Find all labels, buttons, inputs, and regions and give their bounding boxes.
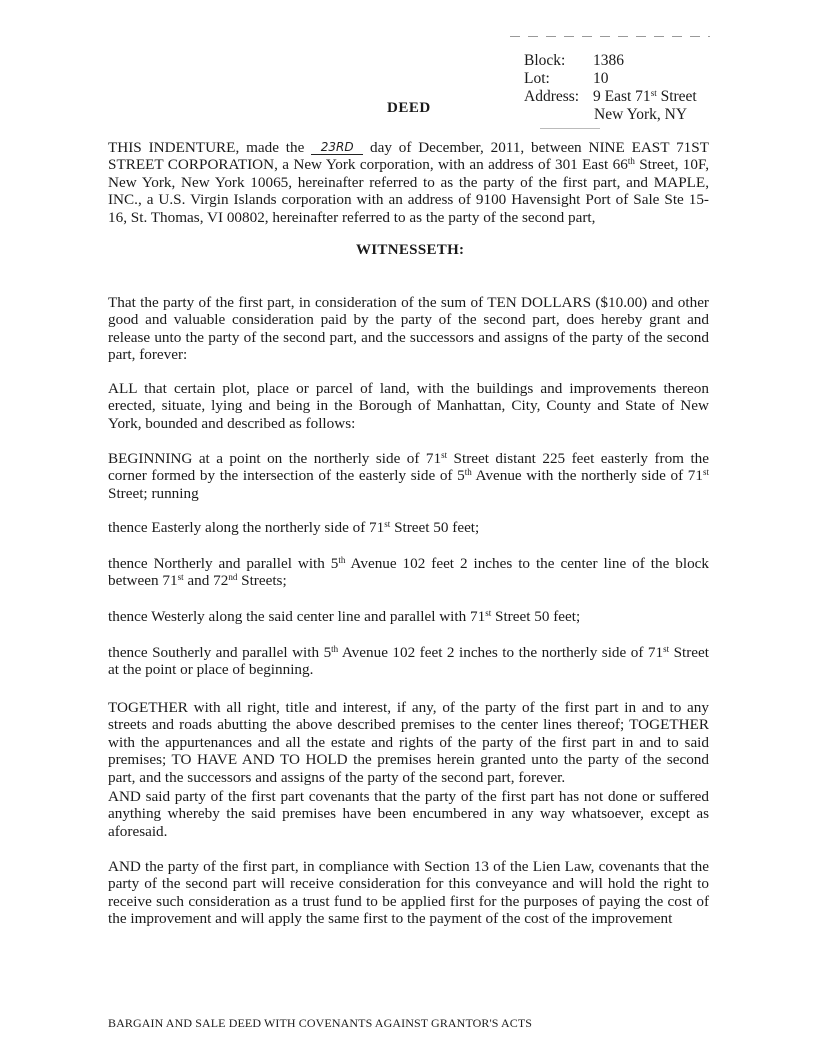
thence-northerly-paragraph: thence Northerly and parallel with 5th Avenue 102 feet 2 inches to the center line of the block between 71st and 72nd Streets; [108,555,709,590]
address-line-2: New York, NY [594,106,688,123]
handwritten-day: 23RD [311,140,363,155]
scan-artifact-line [540,128,600,129]
beginning-paragraph: BEGINNING at a point on the northerly side of 71st Street distant 225 feet easterly from the corner formed by the intersection of the easterly side of 5th Avenue with the northerly side of 71st Street; running [108,450,710,502]
lot-value: 10 [593,70,609,87]
block-label: Block: [524,52,566,69]
lien-law-paragraph: AND the party of the first part, in compliance with Section 13 of the Lien Law, covenants that the party of the second part will receive consideration for this conveyance and will hold the right to receive such consideration as a trust fund to be applied first for the purposes of paying the cost of the improvement and will apply the same first to the payment of the cost of the improvement [108,858,709,928]
address-label: Address: [524,88,580,105]
scan-artifact-line [510,36,710,37]
together-paragraph: TOGETHER with all right, title and interest, if any, of the party of the first part in and to any streets and roads abutting the above described premises to the center lines thereof; TOGETHER with the appurtenances and all the estate and rights of the party of the first part in and to said premises; TO HAVE AND TO HOLD the premises herein granted unto the party of the second part, and the successors and assigns of the party of the second part, forever. [108,699,709,786]
witnesseth-heading: WITNESSETH: [356,242,465,258]
covenant-paragraph: AND said party of the first part covenants that the party of the first part has not done or suffered anything whereby the said premises have been encumbered in any way whatsoever, except as aforesaid. [108,788,709,840]
thence-southerly-paragraph: thence Southerly and parallel with 5th Avenue 102 feet 2 inches to the northerly side of 71st Street at the point or place of beginning. [108,644,709,679]
address-line-1: 9 East 71st Street [593,88,697,105]
thence-easterly-paragraph: thence Easterly along the northerly side of 71st Street 50 feet; [108,519,480,536]
document-title: DEED [387,100,431,116]
intro-paragraph: THIS INDENTURE, made the 23RD day of December, 2011, between NINE EAST 71ST STREET CORPORATION, a New York corporation, with an address of 301 East 66th Street, 10F, New York, New York 10065, hereinafter referred to as the party of the first part, and MAPLE, INC., a U.S. Virgin Islands corporation with an address of 9100 Havensight Port of Sale Ste 15-16, St. Thomas, VI 00802, hereinafter referred to as the party of the second part, [108,139,709,226]
block-value: 1386 [593,52,624,69]
thence-westerly-paragraph: thence Westerly along the said center line and parallel with 71st Street 50 feet; [108,608,581,625]
consideration-paragraph: That the party of the first part, in consideration of the sum of TEN DOLLARS ($10.00) and other good and valuable consideration paid by the party of the second part, does hereby grant and release unto the party of the second part, and the successors and assigns of the party of the second part, forever: [108,294,709,364]
lot-label: Lot: [524,70,550,87]
parcel-description-paragraph: ALL that certain plot, place or parcel of land, with the buildings and improvements thereon erected, situate, lying and being in the Borough of Manhattan, City, County and State of New York, bounded and described as follows: [108,380,709,432]
footer-deed-type: BARGAIN AND SALE DEED WITH COVENANTS AGAINST GRANTOR'S ACTS [108,1016,533,1030]
